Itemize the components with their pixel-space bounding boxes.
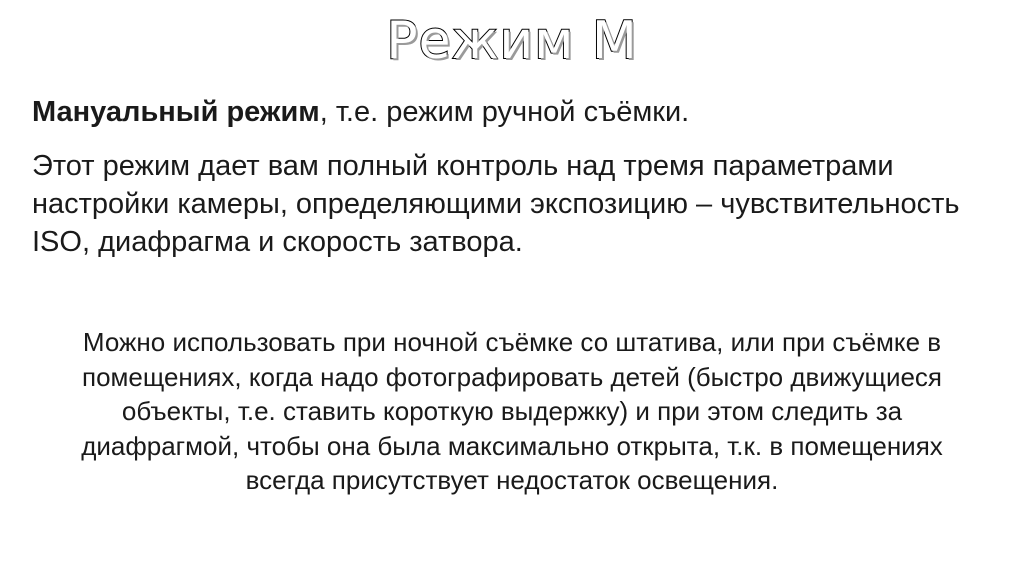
description-paragraph: Этот режим дает вам полный контроль над тремя параметрами настройки камеры, определяющими экспозицию – чувствительность ISO, диафрагма и скорость затвора. (32, 150, 960, 258)
intro-paragraph (32, 93, 997, 131)
intro-bold-term: Мануальный режим (32, 96, 320, 128)
intro-rest-text: , т.е. режим ручной съёмки. (319, 96, 690, 128)
slide-title: Режим М (386, 11, 638, 71)
usage-paragraph: Можно использовать при ночной съёмке со штатива, или при съёмке в помещениях, когда надо фотографировать детей (быстро движущиеся объекты, т.е. ставить короткую выдержку) и при этом следить за диафрагмой, чтобы она была максимально открыта, т.к. в помещениях всегда присутствует недостаток освещения. (81, 327, 943, 495)
